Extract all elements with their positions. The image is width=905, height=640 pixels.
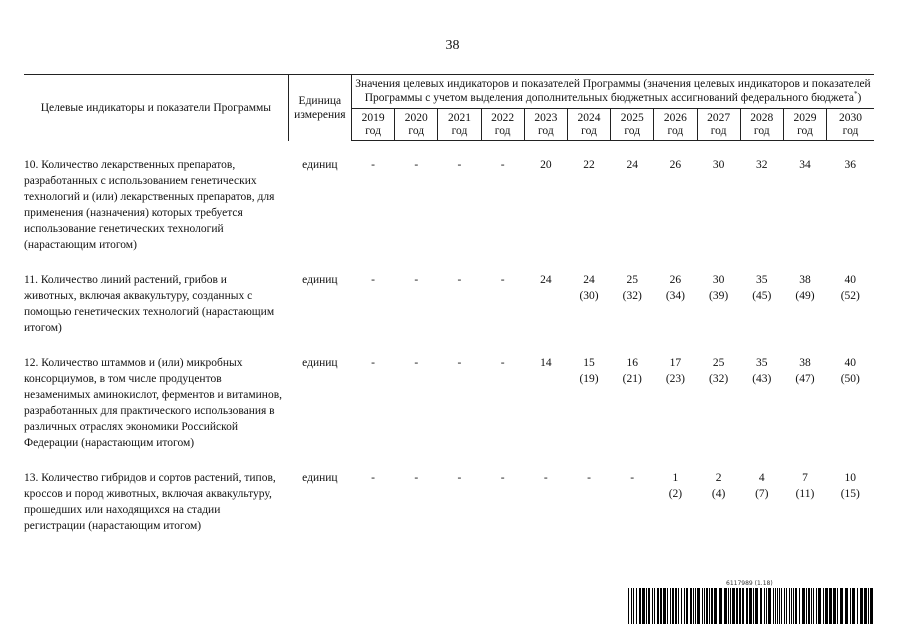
barcode-bar [675, 588, 677, 624]
value-with-additional-funding: (2) [668, 487, 683, 500]
barcode-bar [775, 588, 776, 624]
barcode-bar [840, 588, 843, 624]
value-cell-2026 [654, 451, 697, 534]
value-with-additional-funding: (32) [709, 372, 729, 385]
barcode [628, 580, 874, 626]
value-cell-2022 [481, 451, 524, 534]
barcode-bar [719, 588, 722, 624]
barcode-bar [706, 588, 708, 624]
value-cell-2026 [654, 336, 697, 451]
barcode-bar [802, 588, 805, 624]
value-main: 24 [626, 159, 638, 171]
year-label: 2023 [534, 112, 558, 124]
value-cell-2019 [352, 253, 395, 336]
value-with-additional-funding: (32) [622, 289, 642, 302]
value-cell-2027 [697, 141, 740, 253]
year-unit-label: год [710, 125, 727, 137]
barcode-bar [628, 588, 629, 624]
year-unit-label: год [537, 125, 554, 137]
year-label: 2027 [707, 112, 731, 124]
value-main: 7 [802, 471, 808, 484]
barcode-bar [636, 588, 637, 624]
value-cell-2021 [438, 336, 481, 451]
year-header-2028 [740, 109, 783, 141]
value-with-additional-funding: (47) [795, 372, 815, 385]
value-cell-2024 [567, 451, 610, 534]
value-cell-2028 [740, 336, 783, 451]
value-main: - [500, 356, 505, 369]
value-cell-2021 [438, 253, 481, 336]
value-cell-2027 [697, 336, 740, 451]
table-row [24, 141, 874, 253]
year-label: 2030 [839, 112, 863, 124]
value-main: 38 [799, 273, 811, 286]
barcode-bar [779, 588, 780, 624]
barcode-bar [732, 588, 735, 624]
value-cell-2028 [740, 253, 783, 336]
value-cell-2023 [524, 253, 567, 336]
barcode-bar [657, 588, 659, 624]
barcode-bar [806, 588, 807, 624]
value-cell-2026 [654, 141, 697, 253]
barcode-bar [829, 588, 832, 624]
value-cell-2030 [827, 253, 874, 336]
value-main: 32 [756, 159, 768, 171]
value-cell-2021 [438, 451, 481, 534]
value-with-additional-funding: (15) [840, 487, 860, 500]
value-main: 30 [712, 273, 725, 286]
year-header-2021 [438, 109, 481, 141]
barcode-bar [631, 588, 632, 624]
value-main: - [414, 471, 419, 484]
table-body [24, 141, 874, 534]
barcode-bar [813, 588, 814, 624]
value-cell-2024 [567, 336, 610, 451]
value-with-additional-funding: (19) [579, 372, 599, 385]
value-main: - [371, 356, 376, 369]
year-label: 2025 [620, 112, 644, 124]
value-main: - [630, 471, 635, 484]
value-main: 17 [669, 356, 682, 369]
footnote-mark: * [853, 90, 858, 99]
year-unit-label: год [624, 125, 641, 137]
year-label: 2019 [361, 112, 385, 124]
barcode-bar [795, 588, 797, 624]
value-main: 14 [540, 356, 552, 369]
barcode-bar [652, 588, 653, 624]
value-cell-2020 [395, 451, 438, 534]
value-cell-2026 [654, 253, 697, 336]
barcode-bar [791, 588, 792, 624]
table-row [24, 336, 874, 451]
value-cell-2022 [481, 141, 524, 253]
value-main: 24 [583, 273, 595, 286]
value-cell-2023 [524, 336, 567, 451]
barcode-bar [678, 588, 679, 624]
value-cell-2023 [524, 451, 567, 534]
value-with-additional-funding: (34) [665, 289, 685, 302]
year-header-2025 [611, 109, 654, 141]
value-main: - [414, 273, 419, 286]
value-main: - [587, 471, 591, 484]
barcode-number: 6117989 (1.18) [726, 580, 773, 587]
indicator-name: 13. Количество гибридов и сортов растений, типов, кроссов и пород животных, включая аквакультуру, прошедших или находящихся на стадии регистрации (нарастающим итогом) [24, 471, 276, 532]
barcode-bar [768, 588, 771, 624]
value-main: - [457, 356, 462, 369]
value-cell-2020 [395, 141, 438, 253]
value-main: 2 [715, 471, 722, 484]
value-main: 16 [626, 356, 638, 369]
value-cell-2025 [611, 141, 654, 253]
value-main: - [500, 471, 505, 484]
value-cell-2029 [783, 336, 826, 451]
value-main: - [500, 159, 505, 171]
value-main: 25 [712, 356, 725, 369]
barcode-bar [793, 588, 794, 624]
year-label: 2024 [577, 112, 601, 124]
barcode-bar [742, 588, 744, 624]
year-label: 2026 [663, 112, 687, 124]
barcode-bar [749, 588, 752, 624]
value-main: 24 [540, 273, 552, 286]
barcode-bar [724, 588, 727, 624]
value-with-additional-funding: (52) [840, 289, 860, 302]
indicator-name: 11. Количество линий растений, грибов и животных, включая аквакультуру, созданных с помощью генетических технологий (нарастающим итогом) [24, 273, 275, 334]
year-unit-label: год [408, 125, 425, 137]
barcode-bar [681, 588, 682, 624]
barcode-bar [833, 588, 836, 624]
barcode-bar [704, 588, 705, 624]
value-main: - [500, 273, 505, 286]
barcode-bar [697, 588, 700, 624]
value-main: 40 [844, 356, 857, 369]
value-with-additional-funding: (11) [795, 487, 815, 500]
value-main: - [543, 471, 548, 484]
barcode-bar [784, 588, 785, 624]
value-with-additional-funding: (43) [752, 372, 772, 385]
year-label: 2028 [750, 112, 774, 124]
barcode-bar [695, 588, 696, 624]
value-cell-2028 [740, 451, 783, 534]
barcode-bar [684, 588, 685, 624]
barcode-bar [690, 588, 692, 624]
barcode-bar [711, 588, 713, 624]
value-main: 38 [799, 356, 811, 369]
barcode-bar [646, 588, 647, 624]
value-with-additional-funding: (30) [579, 289, 599, 302]
table-row [24, 253, 874, 336]
value-cell-2029 [783, 253, 826, 336]
barcode-bar [868, 588, 869, 624]
indicators-table [24, 74, 874, 534]
table-row [24, 451, 874, 534]
year-header-2026 [654, 109, 697, 141]
value-with-additional-funding: (7) [755, 487, 769, 500]
values-group-title: Значения целевых индикаторов и показателей Программы (значения целевых индикаторов и показателей Программы с учетом выделения дополнительных бюджетных ассигнований федерального бюджета [355, 78, 871, 104]
value-cell-2019 [352, 451, 395, 534]
unit-column-header: Единица измерения [288, 75, 351, 141]
value-cell-2023 [524, 141, 567, 253]
barcode-bar [825, 588, 828, 624]
value-cell-2020 [395, 253, 438, 336]
year-label: 2029 [793, 112, 817, 124]
indicator-unit: единиц [302, 273, 338, 286]
barcode-bar [709, 588, 710, 624]
barcode-bar [693, 588, 694, 624]
value-main: 40 [844, 273, 857, 286]
value-main: - [371, 471, 376, 484]
year-unit-label: год [667, 125, 684, 137]
value-cell-2022 [481, 336, 524, 451]
barcode-bar [633, 588, 634, 624]
year-header-2022 [481, 109, 524, 141]
value-with-additional-funding: (45) [752, 289, 772, 302]
year-unit-label: год [451, 125, 468, 137]
barcode-bar [811, 588, 812, 624]
barcode-bar [702, 588, 703, 624]
indicator-column-header: Целевые индикаторы и показатели Программы [24, 75, 288, 141]
value-cell-2027 [697, 253, 740, 336]
barcode-bar [818, 588, 821, 624]
value-main: 10 [844, 471, 857, 484]
barcode-bar [857, 588, 858, 624]
page-number: 38 [445, 38, 460, 53]
value-main: 26 [669, 159, 682, 171]
barcode-bars [628, 588, 874, 624]
barcode-bar [755, 588, 758, 624]
year-header-2027 [697, 109, 740, 141]
value-main: 35 [756, 273, 768, 286]
year-header-2023 [524, 109, 567, 141]
value-cell-2025 [611, 253, 654, 336]
year-header-2029 [783, 109, 826, 141]
barcode-bar [672, 588, 674, 624]
value-main: 20 [540, 159, 552, 171]
value-main: - [457, 471, 462, 484]
barcode-bar [837, 588, 838, 624]
barcode-bar [764, 588, 765, 624]
value-main: 34 [799, 159, 811, 171]
value-main: 1 [672, 471, 679, 484]
year-unit-label: год [365, 125, 381, 137]
barcode-bar [654, 588, 655, 624]
value-cell-2021 [438, 141, 481, 253]
barcode-bar [660, 588, 662, 624]
barcode-bar [746, 588, 748, 624]
value-main: - [371, 159, 376, 171]
barcode-bar [686, 588, 688, 624]
value-main: 4 [758, 471, 765, 484]
value-with-additional-funding: (23) [665, 372, 685, 385]
year-unit-label: год [494, 125, 511, 137]
value-cell-2024 [567, 253, 610, 336]
value-main: - [457, 273, 462, 286]
barcode-bar [639, 588, 641, 624]
value-cell-2024 [567, 141, 610, 253]
value-cell-2030 [827, 336, 874, 451]
value-main: 15 [583, 356, 595, 369]
barcode-bar [845, 588, 848, 624]
barcode-bar [870, 588, 873, 624]
indicator-unit: единиц [302, 471, 338, 484]
value-cell-2030 [827, 451, 874, 534]
barcode-bar [667, 588, 668, 624]
value-with-additional-funding: (49) [795, 289, 815, 302]
year-label: 2021 [447, 112, 471, 124]
barcode-bar [823, 588, 824, 624]
barcode-bar [777, 588, 778, 624]
value-main: - [414, 356, 419, 369]
barcode-bar [864, 588, 867, 624]
year-header-2020 [395, 109, 438, 141]
value-main: 35 [756, 356, 768, 369]
barcode-bar [728, 588, 729, 624]
barcode-bar [730, 588, 731, 624]
indicator-unit: единиц [302, 356, 338, 369]
barcode-bar [799, 588, 800, 624]
barcode-bar [760, 588, 762, 624]
year-label: 2022 [491, 112, 515, 124]
value-cell-2027 [697, 451, 740, 534]
year-unit-label: год [797, 125, 813, 137]
value-cell-2029 [783, 451, 826, 534]
value-main: 22 [583, 159, 595, 171]
value-with-additional-funding: (4) [711, 487, 726, 500]
indicator-unit: единиц [302, 158, 338, 171]
year-label: 2020 [404, 112, 428, 124]
indicator-name: 10. Количество лекарственных препаратов, разработанных с использованием генетических технологий и (или) лекарственных препаратов, для применения (назначения) которых требуется использование генетических технологий (нарастающим итогом) [24, 158, 275, 251]
value-main: - [457, 159, 462, 171]
barcode-bar [714, 588, 717, 624]
barcode-bar [850, 588, 851, 624]
barcode-bar [753, 588, 754, 624]
value-cell-2022 [481, 253, 524, 336]
value-cell-2019 [352, 141, 395, 253]
value-main: 25 [626, 273, 638, 286]
barcode-bar [781, 588, 782, 624]
value-with-additional-funding: (39) [709, 289, 729, 302]
barcode-bar [648, 588, 650, 624]
value-cell-2020 [395, 336, 438, 451]
indicators-table-wrap [24, 74, 874, 534]
value-cell-2030 [827, 141, 874, 253]
barcode-bar [789, 588, 790, 624]
barcode-bar [786, 588, 787, 624]
barcode-bar [773, 588, 774, 624]
value-cell-2025 [611, 451, 654, 534]
value-with-additional-funding: (21) [622, 372, 642, 385]
value-main: 26 [669, 273, 682, 286]
barcode-bar [766, 588, 767, 624]
barcode-bar [736, 588, 738, 624]
barcode-bar [642, 588, 645, 624]
values-group-header [352, 75, 875, 109]
year-unit-label: год [842, 125, 859, 137]
value-with-additional-funding: (50) [840, 372, 860, 385]
value-main: - [371, 273, 376, 286]
value-main: 30 [712, 159, 725, 171]
year-header-2024 [567, 109, 610, 141]
value-cell-2019 [352, 336, 395, 451]
value-main: 36 [844, 159, 857, 171]
barcode-bar [808, 588, 810, 624]
indicator-name: 12. Количество штаммов и (или) микробных консорциумов, в том числе продуцентов незаменимых аминокислот, ферментов и витаминов, разработанных для практического использования в различных отраслях экономики Российской Федерации (нарастающим итогом) [24, 356, 283, 449]
barcode-bar [670, 588, 671, 624]
year-header-2030 [827, 109, 874, 141]
values-group-close: ) [857, 92, 862, 104]
barcode-bar [739, 588, 741, 624]
barcode-bar [852, 588, 855, 624]
value-cell-2028 [740, 141, 783, 253]
value-cell-2029 [783, 141, 826, 253]
year-unit-label: год [753, 125, 770, 137]
year-header-2019 [352, 109, 395, 141]
barcode-bar [816, 588, 817, 624]
barcode-bar [663, 588, 666, 624]
value-cell-2025 [611, 336, 654, 451]
value-main: - [414, 159, 419, 171]
year-unit-label: год [581, 125, 597, 137]
barcode-bar [860, 588, 863, 624]
